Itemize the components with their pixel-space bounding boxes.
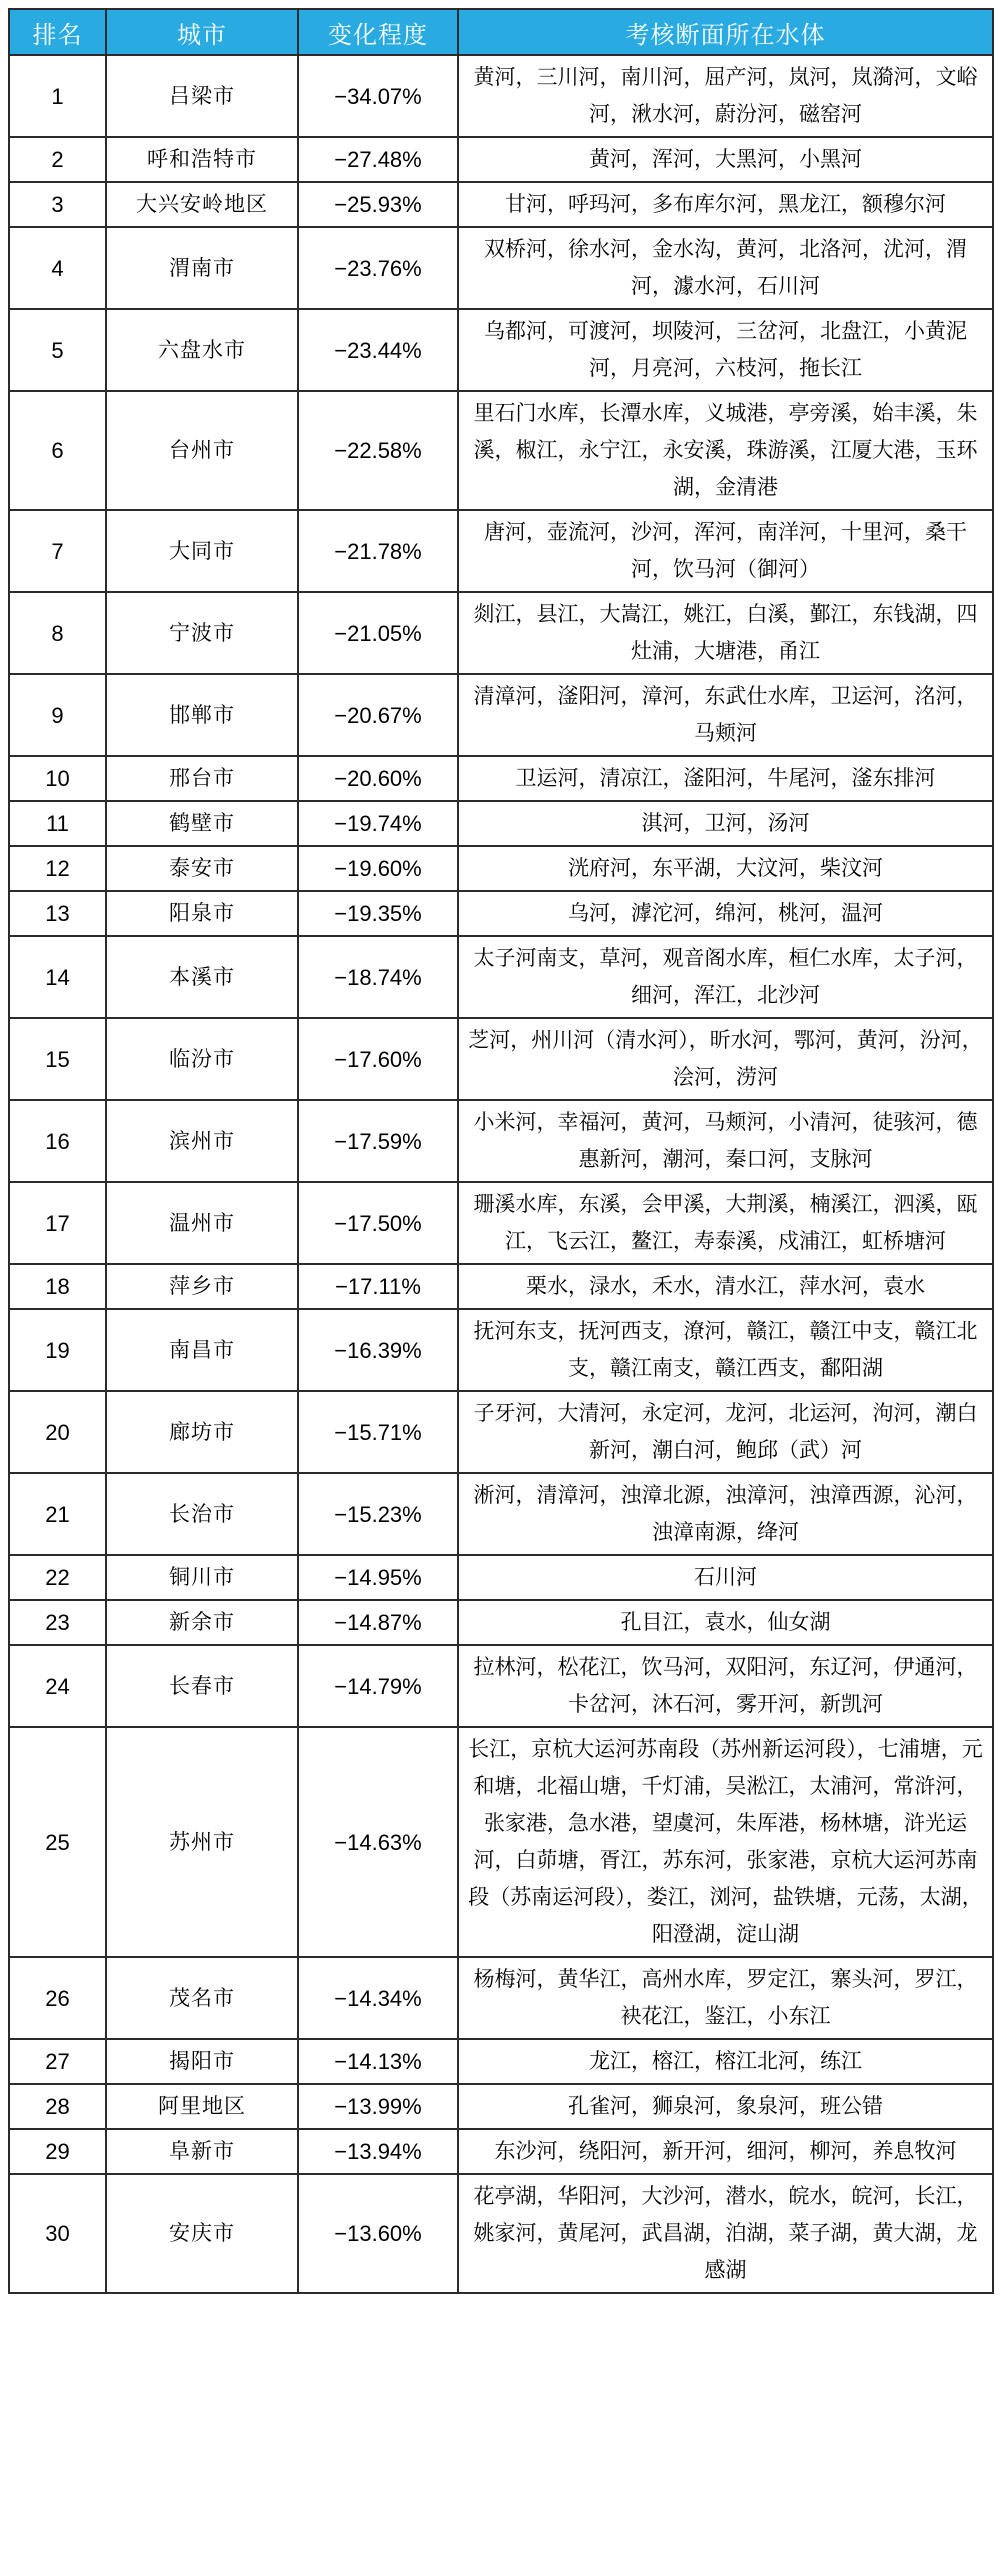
table-row — [9, 2084, 993, 2129]
city-cell: 安庆市 — [106, 2174, 298, 2293]
table-row — [9, 674, 993, 756]
rank-cell: 20 — [9, 1391, 106, 1473]
city-cell: 大同市 — [106, 510, 298, 592]
rank-cell: 13 — [9, 891, 106, 936]
city-cell: 滨州市 — [106, 1100, 298, 1182]
table-row — [9, 227, 993, 309]
rank-cell: 30 — [9, 2174, 106, 2293]
change-cell: −14.79% — [298, 1645, 458, 1727]
change-cell: −27.48% — [298, 137, 458, 182]
rank-cell: 29 — [9, 2129, 106, 2174]
waters-cell: 龙江，榕江，榕江北河，练江 — [458, 2039, 993, 2084]
change-cell: −13.60% — [298, 2174, 458, 2293]
change-cell: −14.95% — [298, 1555, 458, 1600]
table-row — [9, 1264, 993, 1309]
table-body — [9, 55, 993, 2293]
table-row — [9, 1600, 993, 1645]
waters-cell: 长江，京杭大运河苏南段（苏州新运河段），七浦塘，元和塘，北福山塘，千灯浦，吴淞江，太浦河，常浒河，张家港，急水港，望虞河，朱厍港，杨林塘，浒光运河，白茆塘，胥江，苏东河，张家港，京杭大运河苏南段（苏南运河段），娄江，浏河，盐铁塘，元荡，太湖，阳澄湖，淀山湖 — [458, 1727, 993, 1957]
table-row — [9, 1182, 993, 1264]
table-row — [9, 1555, 993, 1600]
rank-cell: 12 — [9, 846, 106, 891]
city-cell: 呼和浩特市 — [106, 137, 298, 182]
city-cell: 温州市 — [106, 1182, 298, 1264]
change-cell: −14.63% — [298, 1727, 458, 1957]
table-row — [9, 1645, 993, 1727]
city-cell: 邯郸市 — [106, 674, 298, 756]
rank-cell: 28 — [9, 2084, 106, 2129]
table-row — [9, 936, 993, 1018]
rank-cell: 2 — [9, 137, 106, 182]
change-cell: −19.74% — [298, 801, 458, 846]
column-header-waters: 考核断面所在水体 — [458, 9, 993, 55]
change-cell: −21.05% — [298, 592, 458, 674]
rank-cell: 25 — [9, 1727, 106, 1957]
rank-cell: 27 — [9, 2039, 106, 2084]
table-row — [9, 891, 993, 936]
change-cell: −14.87% — [298, 1600, 458, 1645]
change-cell: −16.39% — [298, 1309, 458, 1391]
city-cell: 渭南市 — [106, 227, 298, 309]
city-cell: 阳泉市 — [106, 891, 298, 936]
waters-cell: 孔目江，袁水，仙女湖 — [458, 1600, 993, 1645]
waters-cell: 淇河，卫河，汤河 — [458, 801, 993, 846]
city-cell: 南昌市 — [106, 1309, 298, 1391]
rank-cell: 6 — [9, 391, 106, 510]
rank-cell: 14 — [9, 936, 106, 1018]
change-cell: −19.60% — [298, 846, 458, 891]
table-row — [9, 801, 993, 846]
table-row — [9, 846, 993, 891]
change-cell: −20.67% — [298, 674, 458, 756]
change-cell: −22.58% — [298, 391, 458, 510]
column-header-rank: 排名 — [9, 9, 106, 55]
table-row — [9, 1309, 993, 1391]
rank-cell: 10 — [9, 756, 106, 801]
rank-cell: 4 — [9, 227, 106, 309]
waters-cell: 乌都河，可渡河，坝陵河，三岔河，北盘江，小黄泥河，月亮河，六枝河，拖长江 — [458, 309, 993, 391]
city-cell: 茂名市 — [106, 1957, 298, 2039]
rank-cell: 9 — [9, 674, 106, 756]
column-header-change: 变化程度 — [298, 9, 458, 55]
waters-cell: 卫运河，清凉江，滏阳河，牛尾河，滏东排河 — [458, 756, 993, 801]
table-row — [9, 391, 993, 510]
rank-cell: 5 — [9, 309, 106, 391]
change-cell: −17.60% — [298, 1018, 458, 1100]
waters-cell: 乌河，滹沱河，绵河，桃河，温河 — [458, 891, 993, 936]
waters-cell: 栗水，渌水，禾水，清水江，萍水河，袁水 — [458, 1264, 993, 1309]
header-row — [9, 9, 993, 55]
change-cell: −34.07% — [298, 55, 458, 137]
water-quality-rank-table — [8, 8, 994, 2294]
change-cell: −13.99% — [298, 2084, 458, 2129]
waters-cell: 清漳河，滏阳河，漳河，东武仕水库，卫运河，洺河，马颊河 — [458, 674, 993, 756]
table-row — [9, 2174, 993, 2293]
waters-cell: 珊溪水库，东溪，会甲溪，大荆溪，楠溪江，泗溪，瓯江，飞云江，鳌江，寿泰溪，戍浦江，虹桥塘河 — [458, 1182, 993, 1264]
rank-cell: 8 — [9, 592, 106, 674]
waters-cell: 小米河，幸福河，黄河，马颊河，小清河，徒骇河，德惠新河，潮河，秦口河，支脉河 — [458, 1100, 993, 1182]
table-row — [9, 756, 993, 801]
rank-cell: 24 — [9, 1645, 106, 1727]
city-cell: 台州市 — [106, 391, 298, 510]
waters-cell: 里石门水库，长潭水库，义城港，亭旁溪，始丰溪，朱溪，椒江，永宁江，永安溪，珠游溪，江厦大港，玉环湖，金清港 — [458, 391, 993, 510]
rank-cell: 19 — [9, 1309, 106, 1391]
rank-cell: 11 — [9, 801, 106, 846]
change-cell: −15.71% — [298, 1391, 458, 1473]
rank-cell: 18 — [9, 1264, 106, 1309]
rank-cell: 15 — [9, 1018, 106, 1100]
waters-cell: 东沙河，绕阳河，新开河，细河，柳河，养息牧河 — [458, 2129, 993, 2174]
change-cell: −23.76% — [298, 227, 458, 309]
table-row — [9, 55, 993, 137]
rank-cell: 22 — [9, 1555, 106, 1600]
city-cell: 揭阳市 — [106, 2039, 298, 2084]
change-cell: −19.35% — [298, 891, 458, 936]
waters-cell: 拉林河，松花江，饮马河，双阳河，东辽河，伊通河，卡岔河，沐石河，雾开河，新凯河 — [458, 1645, 993, 1727]
city-cell: 长春市 — [106, 1645, 298, 1727]
change-cell: −23.44% — [298, 309, 458, 391]
column-header-city: 城市 — [106, 9, 298, 55]
change-cell: −18.74% — [298, 936, 458, 1018]
table-row — [9, 1100, 993, 1182]
city-cell: 长治市 — [106, 1473, 298, 1555]
waters-cell: 剡江，县江，大嵩江，姚江，白溪，鄞江，东钱湖，四灶浦，大塘港，甬江 — [458, 592, 993, 674]
change-cell: −20.60% — [298, 756, 458, 801]
change-cell: −17.50% — [298, 1182, 458, 1264]
waters-cell: 双桥河，徐水河，金水沟，黄河，北洛河，沋河，渭河，澽水河，石川河 — [458, 227, 993, 309]
table-row — [9, 2039, 993, 2084]
waters-cell: 子牙河，大清河，永定河，龙河，北运河，泃河，潮白新河，潮白河，鲍邱（武）河 — [458, 1391, 993, 1473]
table-row — [9, 309, 993, 391]
waters-cell: 太子河南支，草河，观音阁水库，桓仁水库，太子河，细河，浑江，北沙河 — [458, 936, 993, 1018]
rank-cell: 16 — [9, 1100, 106, 1182]
city-cell: 泰安市 — [106, 846, 298, 891]
change-cell: −14.34% — [298, 1957, 458, 2039]
city-cell: 本溪市 — [106, 936, 298, 1018]
waters-cell: 甘河，呼玛河，多布库尔河，黑龙江，额穆尔河 — [458, 182, 993, 227]
waters-cell: 花亭湖，华阳河，大沙河，潜水，皖水，皖河，长江，姚家河，黄尾河，武昌湖，泊湖，菜子湖，黄大湖，龙感湖 — [458, 2174, 993, 2293]
change-cell: −14.13% — [298, 2039, 458, 2084]
city-cell: 萍乡市 — [106, 1264, 298, 1309]
table-row — [9, 182, 993, 227]
city-cell: 苏州市 — [106, 1727, 298, 1957]
city-cell: 鹤壁市 — [106, 801, 298, 846]
rank-cell: 3 — [9, 182, 106, 227]
change-cell: −17.59% — [298, 1100, 458, 1182]
city-cell: 铜川市 — [106, 1555, 298, 1600]
change-cell: −15.23% — [298, 1473, 458, 1555]
rank-cell: 26 — [9, 1957, 106, 2039]
rank-cell: 1 — [9, 55, 106, 137]
table-row — [9, 1473, 993, 1555]
table-row — [9, 1957, 993, 2039]
waters-cell: 芝河，州川河（清水河），昕水河，鄂河，黄河，汾河，浍河，涝河 — [458, 1018, 993, 1100]
table-row — [9, 1391, 993, 1473]
change-cell: −13.94% — [298, 2129, 458, 2174]
waters-cell: 黄河，浑河，大黑河，小黑河 — [458, 137, 993, 182]
city-cell: 临汾市 — [106, 1018, 298, 1100]
city-cell: 大兴安岭地区 — [106, 182, 298, 227]
change-cell: −25.93% — [298, 182, 458, 227]
city-cell: 阜新市 — [106, 2129, 298, 2174]
table-row — [9, 510, 993, 592]
city-cell: 邢台市 — [106, 756, 298, 801]
rank-cell: 21 — [9, 1473, 106, 1555]
waters-cell: 黄河，三川河，南川河，屈产河，岚河，岚漪河，文峪河，湫水河，蔚汾河，磁窑河 — [458, 55, 993, 137]
change-cell: −21.78% — [298, 510, 458, 592]
table-row — [9, 1727, 993, 1957]
rank-cell: 17 — [9, 1182, 106, 1264]
table-row — [9, 2129, 993, 2174]
change-cell: −17.11% — [298, 1264, 458, 1309]
table-header — [9, 9, 993, 55]
city-cell: 新余市 — [106, 1600, 298, 1645]
table-row — [9, 592, 993, 674]
rank-cell: 23 — [9, 1600, 106, 1645]
waters-cell: 杨梅河，黄华江，高州水库，罗定江，寨头河，罗江，袂花江，鉴江，小东江 — [458, 1957, 993, 2039]
waters-cell: 孔雀河，狮泉河，象泉河，班公错 — [458, 2084, 993, 2129]
waters-cell: 抚河东支，抚河西支，潦河，赣江，赣江中支，赣江北支，赣江南支，赣江西支，鄱阳湖 — [458, 1309, 993, 1391]
city-cell: 廊坊市 — [106, 1391, 298, 1473]
city-cell: 六盘水市 — [106, 309, 298, 391]
table-row — [9, 137, 993, 182]
table-row — [9, 1018, 993, 1100]
waters-cell: 唐河，壶流河，沙河，浑河，南洋河，十里河，桑干河，饮马河（御河） — [458, 510, 993, 592]
waters-cell: 石川河 — [458, 1555, 993, 1600]
city-cell: 阿里地区 — [106, 2084, 298, 2129]
waters-cell: 洸府河，东平湖，大汶河，柴汶河 — [458, 846, 993, 891]
city-cell: 吕梁市 — [106, 55, 298, 137]
city-cell: 宁波市 — [106, 592, 298, 674]
waters-cell: 淅河，清漳河，浊漳北源，浊漳河，浊漳西源，沁河，浊漳南源，绛河 — [458, 1473, 993, 1555]
rank-cell: 7 — [9, 510, 106, 592]
